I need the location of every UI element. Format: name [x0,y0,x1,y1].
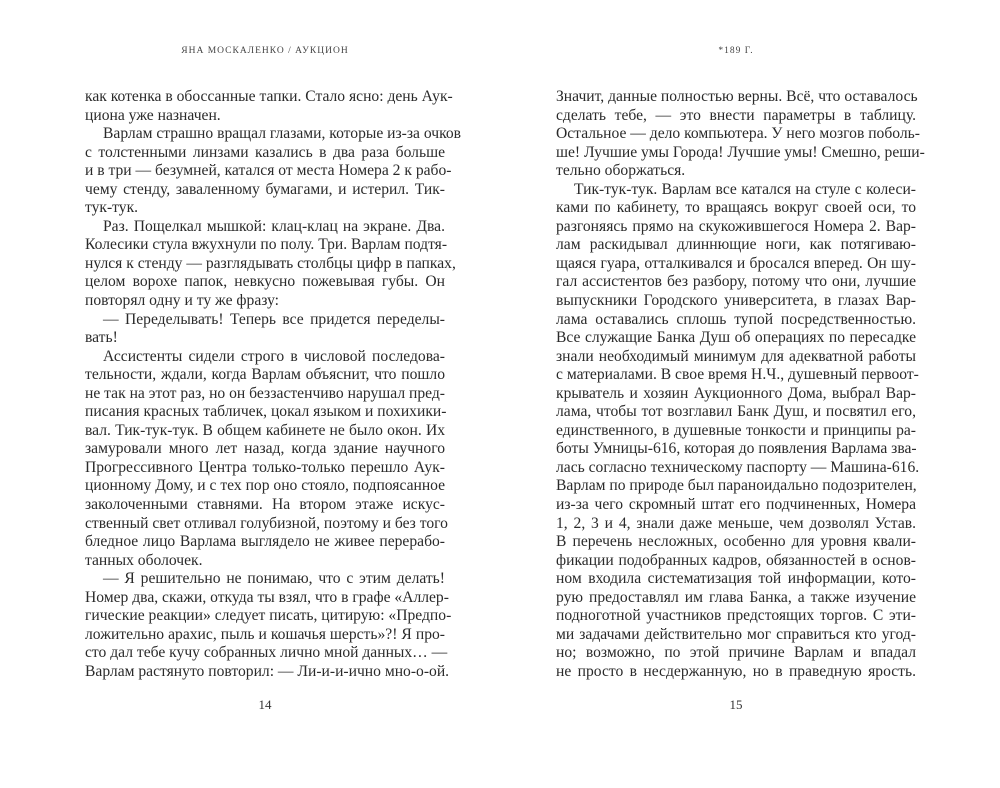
paragraph [85,88,453,125]
text-line: Ассистенты сидели строго в числовой последова- [103,347,445,365]
text-line: лама оставались сплошь тупой посредственностью. [556,310,916,328]
text-line: не так на этот раз, но он беззастенчиво нарушал пред- [85,384,445,402]
paragraph [556,88,925,181]
text-line: боты Умницы-616, которая до появления Варлама зва- [556,440,917,458]
text-line: знали необходимый минимум для адекватной работы [556,347,916,365]
text-line: ственный свет отливал голубизной, поэтому и без того [85,514,448,532]
paragraph [85,311,445,348]
text-line: не просто в несдержанную, но в праведную ярость. [556,662,916,680]
text-line: бледное лицо Варлама выглядело не живее перерабо- [85,533,445,551]
body-text [556,88,925,682]
text-line: повторял одну и ту же фразу: [85,292,280,310]
text-line: циона уже назначен. [85,106,221,124]
text-line: тук-тук. [85,199,139,217]
text-line: вать! [85,329,118,347]
text-line: гал ассистентов без разбору, потому что они, лучшие [556,273,916,291]
text-line: выпускники Городского университета, в глазах Вар- [556,292,916,310]
text-line: Раз. Пощелкал мышкой: клац-клац на экране. Два. [103,217,445,235]
text-line: но; возможно, по этой причине Варлам и впадал [556,644,916,662]
text-line: — Я решительно не понимаю, что с этим делать! [103,570,445,588]
text-line: тельности, ждали, когда Варлам объяснит, что пошло [85,366,445,384]
paragraph [85,125,462,218]
body-text [85,88,462,682]
text-line: из-за чего скромный штат его подчиненных, Номера [556,496,916,514]
text-line: чему стенду, заваленному бумагами, и истерил. Тик- [85,180,445,198]
text-line: фикации подобранных кадров, обязанностей в основ- [556,551,916,569]
text-line: Колесики стула вжухнули по полу. Три. Варлам подтя- [85,236,448,254]
text-line: с материалами. В свое время Н.Ч., душевный первоот- [556,366,919,384]
text-line: вал. Тик-тук-тук. В общем кабинете не было окон. Их [85,421,445,439]
text-line: Остальное — дело компьютера. У него мозгов поболь- [556,125,920,143]
text-line: тельно оборжаться. [556,162,686,180]
text-line: Номер два, скажи, откуда ты взял, что в графе «Аллер- [85,588,449,606]
text-line: лась согласно техническому паспорту — Машина-616. [556,458,920,476]
text-line: лам раскидывал длиннющие ноги, как потягиваю- [556,236,916,254]
running-head-author-title: ЯНА МОСКАЛЕНКО / АУКЦИОН [181,46,349,56]
text-line: подноготной участников предстоящих торгов. С эти- [556,607,916,625]
text-line: с толстенными линзами казались в два раза больше [85,143,445,161]
text-line: рую предоставлял им глава Банка, а также изучение [556,588,916,606]
page-number: 14 [258,697,272,712]
text-line: замуровали много лет назад, когда здание научного [85,440,445,458]
text-line: как котенка в обоссанные тапки. Стало ясно: день Аук- [85,88,453,105]
text-line: Значит, данные полностью верны. Всё, что оставалось [556,88,918,105]
page-number: 15 [729,697,743,712]
text-line: ками по кабинету, то вращаясь вокруг своей оси, то [556,199,916,217]
text-line: Варлам страшно вращал глазами, которые из-за очков [103,125,462,143]
text-line: — Переделывать! Теперь все придется переделы- [103,310,445,328]
text-line: Варлам по природе был параноидально подозрителен, [556,477,917,495]
text-line: щаяся гуара, отталкивался и бросался вперед. Он шу- [556,254,916,272]
text-line: ционному Дому, и с тех пор оно стояло, подпоясанное [85,477,446,495]
text-line: лама, чтобы тот возглавил Банк Душ, и посвятил его, [556,403,916,421]
text-line: танных оболочек. [85,551,203,569]
paragraph [85,570,452,681]
text-line: ше! Лучшие умы Города! Лучшие умы! Смешно, реши- [556,143,925,161]
text-line: 1, 2, 3 и 4, знали даже меньше, чем дозволял Устав. [556,514,916,532]
text-line: Прогрессивного Центра только-только перешло Аук- [85,458,445,476]
text-line: крыватель и хозяин Аукционного Дома, выбрал Вар- [556,384,916,402]
text-line: ном входила систематизация той информации, кото- [556,570,916,588]
text-line: единственного, в душевные тонкости и принципы ра- [556,421,916,439]
text-line: сто дал тебе кучу собранных лично мной данных… — [85,644,448,662]
paragraph [85,217,456,311]
text-line: ложительно арахис, пыль и кошачья шерсть»?! Я про- [85,625,445,643]
text-line: писания красных табличек, цокал языком и похихики- [85,403,447,421]
text-line: сделать тебе, — это внести параметры в таблицу. [556,106,916,124]
paragraph [85,347,448,571]
text-line: нулся к стенду — разглядывать столбцы цифр в папках, [85,254,456,272]
text-line: разгоняясь прямо на скукожившегося Номера 2. Вар- [556,217,916,235]
text-line: Варлам растянуто повторил: — Ли-и-и-ично мно-о-ой. [85,662,450,680]
paragraph [556,180,920,682]
text-line: Тик-тук-тук. Варлам все катался на стуле с колеси- [574,180,916,198]
text-line: ми задачами действительно мог справиться кто угод- [556,625,916,643]
text-line: Все служащие Банка Душ об операциях по пересадке [556,329,916,347]
running-head-year: *189 Г. [718,46,754,56]
text-line: гические реакции» следует писать, цитирую: «Предпо- [85,607,452,625]
text-line: заколоченными ставнями. На втором этаже искус- [85,496,445,514]
text-line: и в три — безумней, катался от места Номера 2 к рабо- [85,162,452,180]
text-line: В перечень несложных, особенно для уровня квали- [556,533,916,551]
text-line: целом ворохе папок, невкусно пожевывая губы. Он [85,273,445,291]
